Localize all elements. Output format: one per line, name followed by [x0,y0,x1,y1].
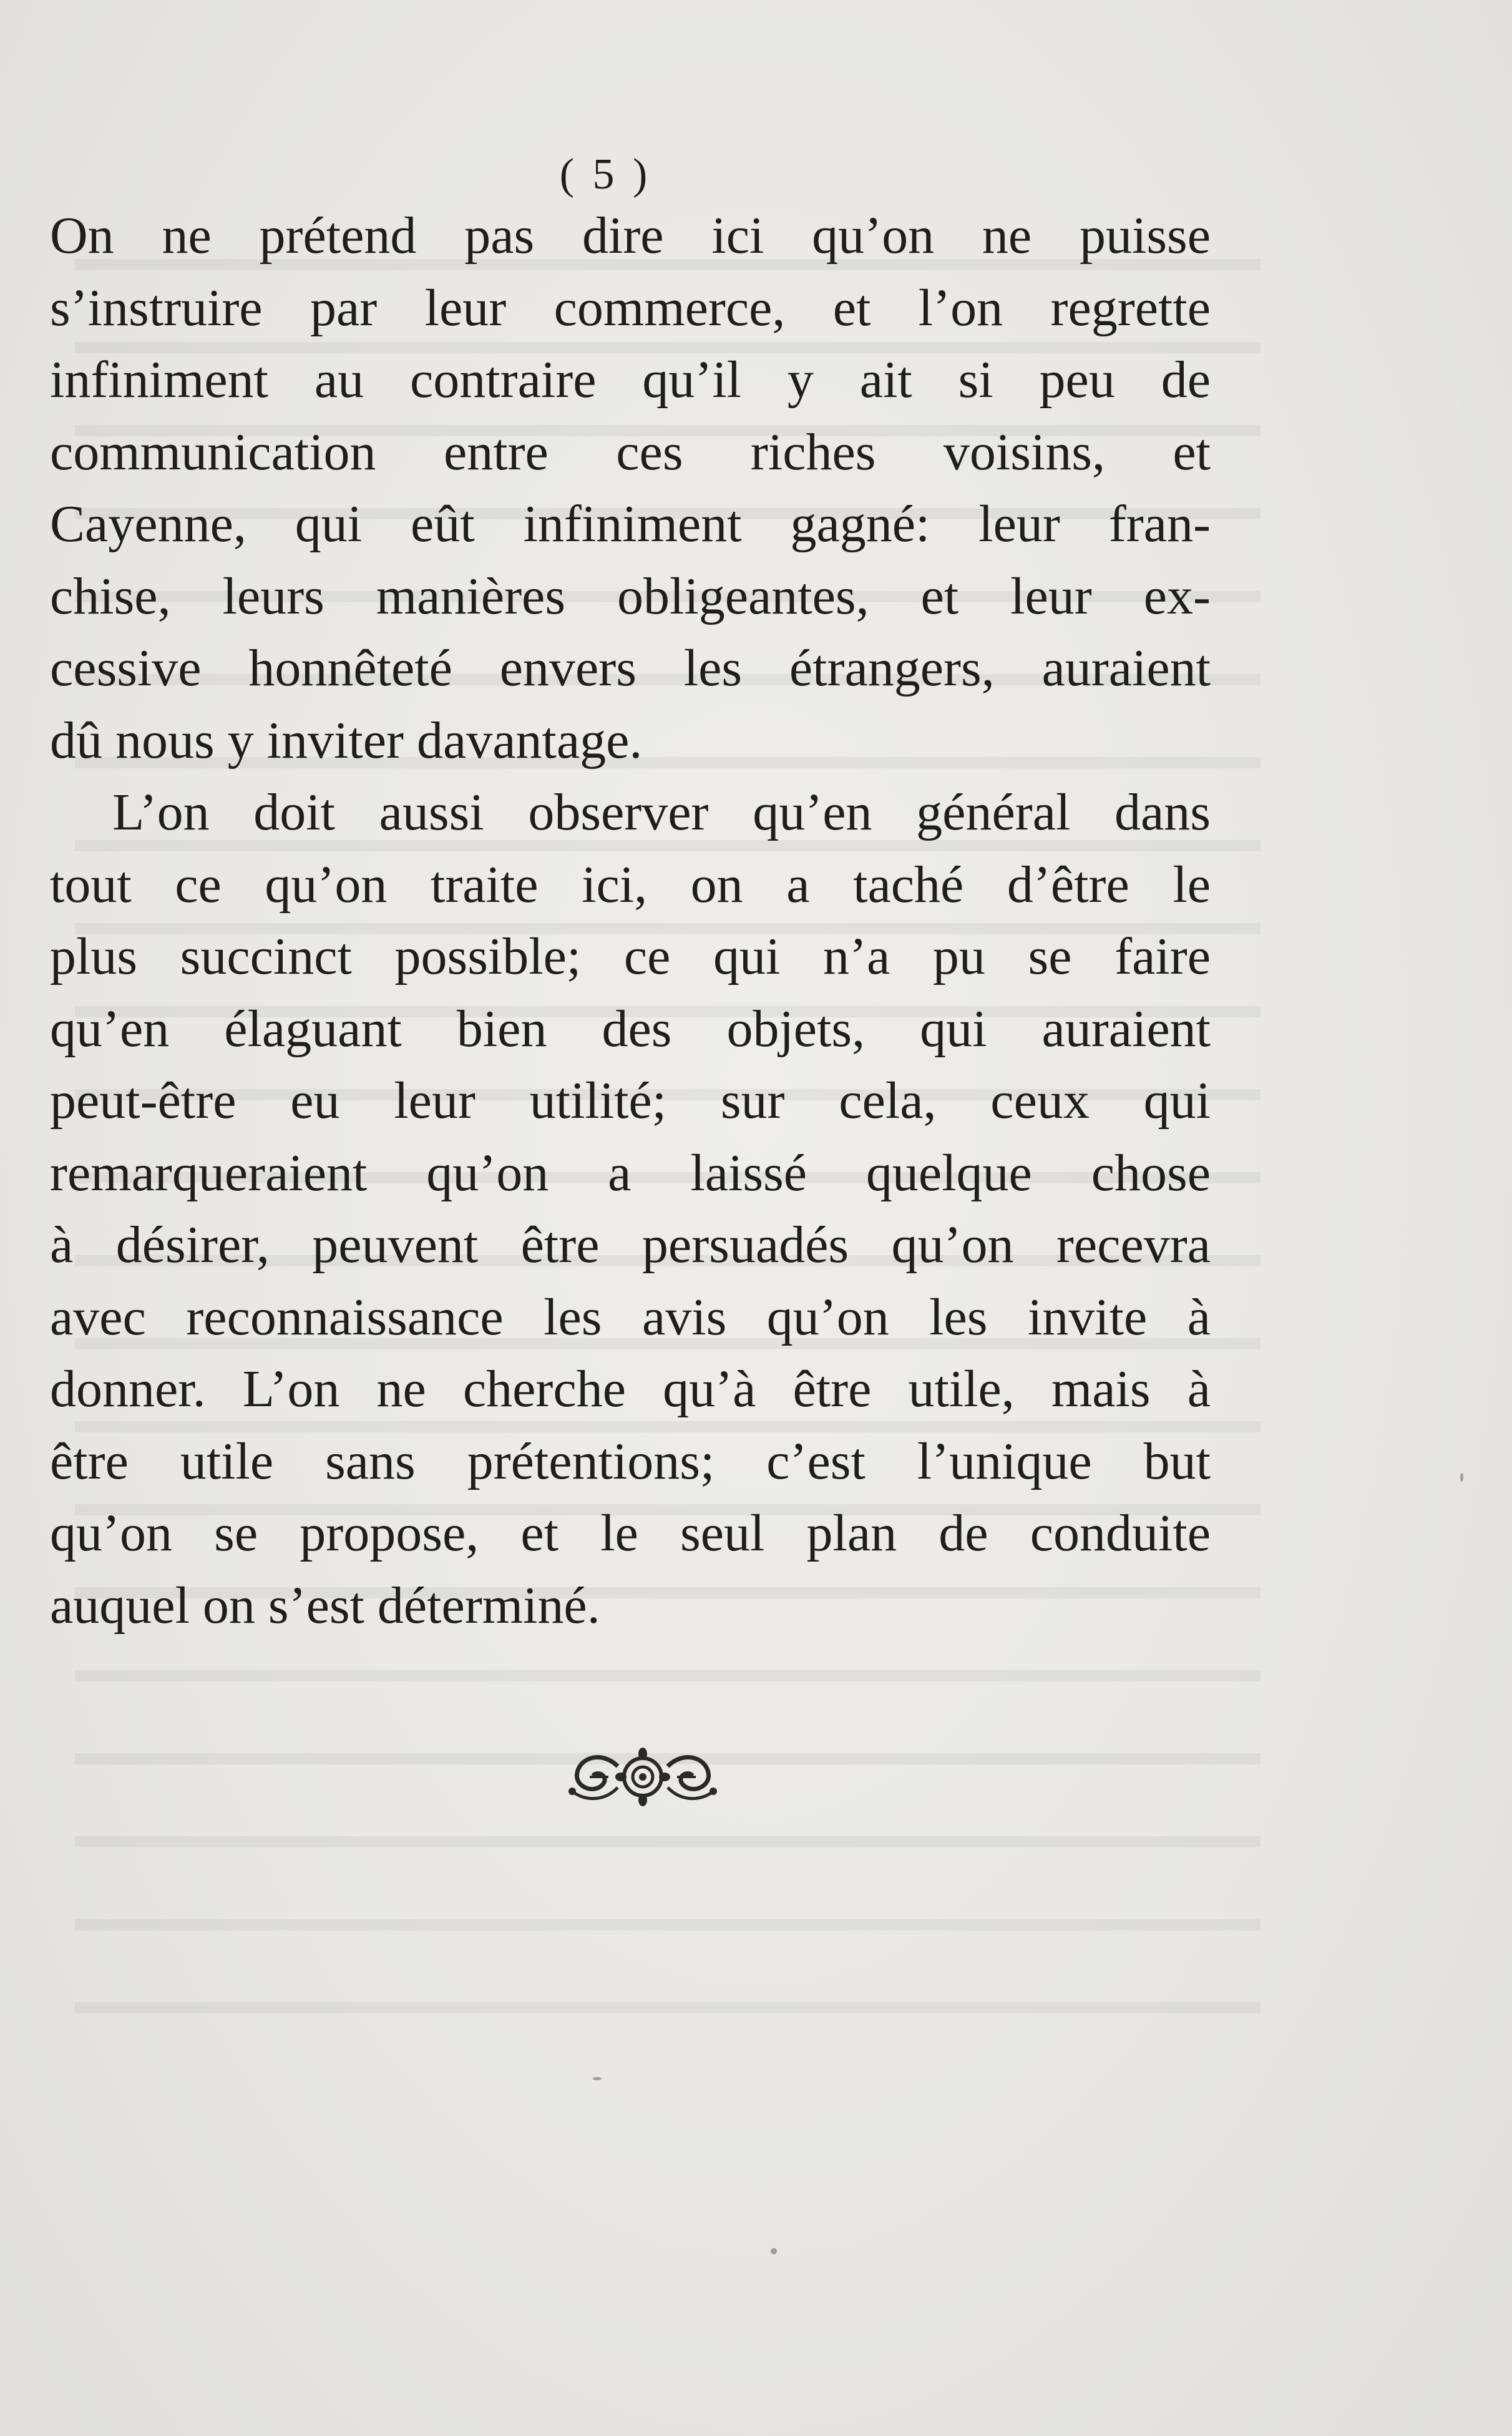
text-line: cessive honnêteté envers les étrangers, auraient [50,639,1211,697]
text-line: remarqueraient qu’on a laissé quelque chose [50,1143,1211,1202]
text-line: Cayenne, qui eût infiniment gagné: leur fran- [50,495,1211,553]
text-line: avec reconnaissance les avis qu’on les invite à [50,1288,1211,1346]
text-line: qu’on se propose, et le seul plan de conduite [50,1504,1211,1562]
text-line: donner. L’on ne cherche qu’à être utile, mais à [50,1360,1211,1418]
text-line: s’instruire par leur commerce, et l’on regrette [50,278,1211,337]
text-line: infiniment au contraire qu’il y ait si peu de [50,351,1211,409]
text-line: chise, leurs manières obligeantes, et leur ex- [50,567,1211,625]
text-line: qu’en élaguant bien des objets, qui auraient [50,999,1211,1058]
body-text [50,200,1211,1641]
text-line: L’on doit aussi observer qu’en général dans [112,783,1211,841]
text-line: communication entre ces riches voisins, et [50,423,1211,481]
text-line: être utile sans prétentions; c’est l’unique but [50,1432,1211,1490]
text-line: tout ce qu’on traite ici, on a taché d’être le [50,855,1211,914]
page-number: ( 5 ) [559,150,651,198]
paper-speck [1460,1473,1463,1482]
text-line: peut-être eu leur utilité; sur cela, ceux qui [50,1072,1211,1130]
text-line: On ne prétend pas dire ici qu’on ne puisse [50,207,1211,265]
fleuron-ornament-icon [565,1748,721,1807]
text-line: auquel on s’est déterminé. [50,1576,600,1635]
text-line: plus succinct possible; ce qui n’a pu se faire [50,927,1211,986]
paper-speck [771,2248,777,2254]
text-line: dû nous y inviter davantage. [50,711,643,770]
paper-speck [593,2077,602,2080]
text-line: à désirer, peuvent être persuadés qu’on recevra [50,1216,1211,1274]
